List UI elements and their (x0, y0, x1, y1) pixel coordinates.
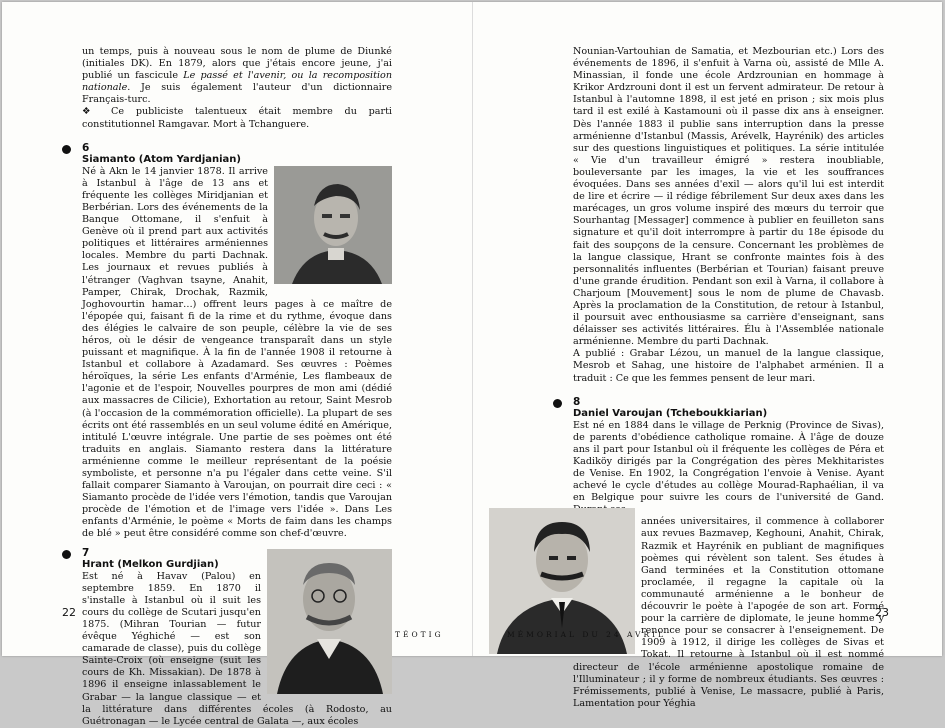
running-head-left: TÉOTIG (395, 630, 444, 639)
portrait-siamanto (274, 166, 392, 284)
bullet-icon (62, 550, 71, 559)
entry-name: Daniel Varoujan (Tcheboukkiarian) (573, 407, 768, 419)
book-spread (2, 2, 942, 727)
page-number-right: 23 (875, 606, 889, 619)
entry-name: Hrant (Melkon Gurdjian) (82, 558, 219, 570)
right-page-column (573, 46, 884, 710)
intro-note: ❖ Ce publiciste talentueux était membre du parti constitutionnel Ramgavar. Mort à Tchanguere. (82, 106, 392, 130)
entry-6-text: Né à Akn le 14 janvier 1878. Il arrive à Istanbul à l'âge de 13 ans et fréquente les collèges Miridjanian et Berbérian. Lors des événements de la Banque Ottomane, il s'enfuit à Genève où il prend part aux activités politiques et littéraires arméniennes locales. Membre du parti Dachnak. Les journaux et revues publiés à l'étranger (Vaghvan tsayne, Anahit, Pamper, Chirak, Drochak, Razmik, Joghovourtin hamar…) offrent leurs pages à ce maître de l'épopée qui, faisant fi de la rime et du rythme, évoque dans des élégies le calvaire de son peuple, célèbre la vie de ses héros, où le désir de vengeance transparaît dans un style puissant et magnifique. À la fin de l'année 1908 il retourne à Istanbul et collabore à Azadamard. Ses œuvres : Poèmes héroïques, la série Les enfants d'Arménie, Les flambeaux de l'agonie et de l'espoir, Nouvelles pourpres de mon ami (dédié aux massacres de Cilicie), Exhortation au retour, Saint Mesrob (à l'occasion de la commémoration officielle). La plupart de ses écrits ont été rassemblés en un seul volume édité en Amérique, intitulé L'œuvre intégrale. Une partie de ses poèmes ont été traduits en anglais. Siamanto restera dans la littérature arménienne comme le meilleur représentant de la poésie symboliste, et personne n'a pu l'égaler dans cette veine. S'il fallait comparer Siamanto à Varoujan, on pourrait dire ceci : « Siamanto procède de l'idée vers l'émotion, tandis que Varoujan procède de l'émotion et de l'image vers l'idée ». Dans Les enfants d'Arménie, le poème « Morts de faim dans les champs de blé » peut être considéré comme son chef-d'œuvre. (82, 165, 392, 540)
left-page-column (82, 46, 392, 728)
entry-6-heading (82, 142, 392, 166)
entry-8-text-wrap: années universitaires, il commence à collaborer aux revues Bazmavep, Keghouni, Anahit, Chirak, Razmik et Hayrénik en publiant de magnifiques poèmes qui révèlent son talent. Ses études à Gand terminées et la Constitution ottomane proclamée, il regagne la capitale où la communauté arménienne a le bonheur de découvrir le poète à l'apogée de son art. Formé pour la carrière de diplomate, le jeune homme y renonce pour se consacrer à l'enseignement. De 1909 à 1912, il dirige les collèges de Sivas et Tokat. Il retourne à Istanbul où il est nommé directeur de l'école arménienne apostolique romaine de l'Illuminateur ; il y forme de nombreux étudiants. Ses œuvres : Frémissements, publié à Venise, Le massacre, publié à Paris, Lamentation pour Yéghia (573, 516, 884, 709)
entry-number: 7 (82, 546, 90, 559)
entry-7-text: Est né à Havav (Palou) en septembre 1859. En 1870 il s'installe à Istanbul où il suit les cours du collège de Scutari jusqu'en 1875. (Mihran Tourian — futur évêque Yéghiché — est son camarade de classe), puis du collège Sainte-Croix (où enseigne (suit les cours de Kh. Missakian). De 1878 à 1896 il enseigne inlassablement le Grabar — la langue classique — et la littérature dans différentes écoles (à Rodosto, au Guétronagan — le Lycée central de Galata —, aux écoles (82, 570, 392, 727)
entry-8-text-top: Est né en 1884 dans le village de Perknig (Province de Sivas), de parents d'obédience catholique romaine. À l'âge de douze ans il part pour Istanbul où il fréquente les collèges de Péra et Kadiköy dirigés par la Congrégation des pères Mekhitaristes de Venise. En 1902, la Congrégation l'envoie à Venise. Ayant achevé le cycle d'études au collège Mourad-Raphaélian, il va en Belgique pour suivre les cours de l'université de Gand. (573, 419, 884, 504)
intro-paragraph: un temps, puis à nouveau sous le nom de plume de Diunké (initiales DK). En 1879, alors que j'étais encore jeune, j'ai publié un fascicule Le passé et l'avenir, ou la recomposition nationale. Je suis également l'auteur d'un dictionnaire Français-turc. (82, 46, 393, 106)
entry-8-heading (573, 396, 884, 420)
entry-number: 6 (82, 141, 90, 154)
continued-text: Nounian-Vartouhian de Samatia, et Mezbourian etc.) Lors des événements de 1896, il s'enfuit à Varna où, assisté de Mlle A. Minassian, il fonde une école Ardzrounian en hommage à Krikor Ardzrouni dont il est un fervent admirateur. De retour à Istanbul à l'automne 1898, il est jeté en prison ; six mois plus tard il est exilé à Kastamouni où il passe dix ans à enseigner. Dès l'année 1883 il publie sans interruption dans la presse arménienne d'Istanbul (Massis, Arévelk, Hayrénik) des articles sur des questions linguistiques et politiques. La série intitulée « Vie d'un travailleur émigré » restera inoubliable, bouleversante par les images, la vie et les souffrances évoquées. Dans ses années d'exil — alors qu'il lui est interdit de lire et écrire — il rédige fébrilement Sur deux axes dans les marécages, un gros volume inspiré des mœurs du terroir que Sourhantag [Messager] commence à publier en feuilleton sans signature et qu'il doit interrompre à partir du 18e épisode du fait des soupçons de la censure. Concernant les problèmes de la langue classique, Hrant se confronte maintes fois à des personnalités influentes (Berbérian et Tourian) faisant preuve d'une grande érudition. Pendant son exil à Varna, il collabore à Charjoum [Mouvement] sous le nom de plume de Chavasb. Après la proclamation de la Constitution, de retour à Istanbul, il poursuit avec enthousiasme sa carrière d'enseignant, sans délaisser ses activités littéraires. Élu à l'Assemblée nationale arménienne. Membre du parti Dachnak. (573, 46, 884, 348)
portrait-image (267, 549, 392, 694)
published-works: A publié : Grabar Lézou, un manuel de la langue classique, Mesrob et Sahag, une histoire de l'alphabet arménien. Il a traduit : Ce que les femmes pensent de leur mari. (573, 348, 884, 384)
running-head-right: MÉMORIAL DU 24 AVRIL (507, 630, 667, 639)
bullet-icon (553, 399, 562, 408)
portrait-image (274, 166, 392, 284)
gutter (472, 2, 473, 656)
entry-name: Siamanto (Atom Yardjanian) (82, 153, 241, 165)
entry-number: 8 (573, 395, 581, 408)
portrait-hrant (267, 549, 392, 694)
bullet-icon (62, 145, 71, 154)
page-number-left: 22 (62, 606, 76, 619)
